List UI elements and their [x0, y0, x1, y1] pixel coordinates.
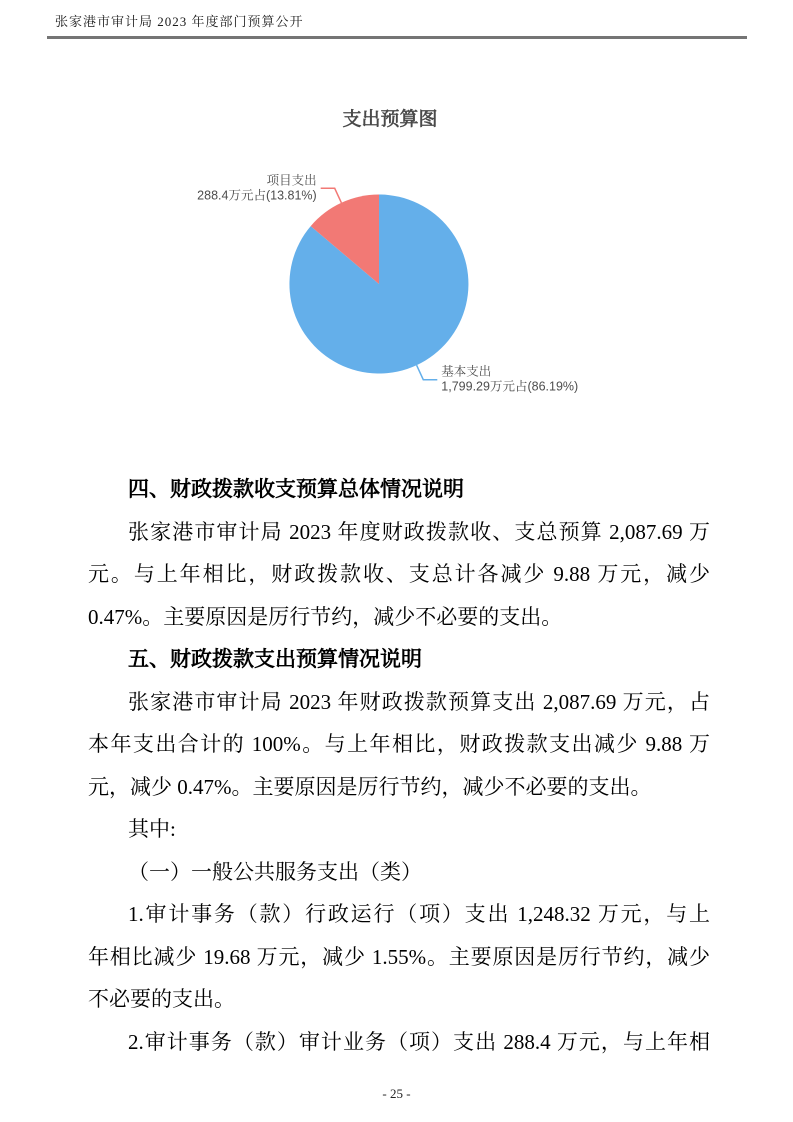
- text-line: 年相比减少 19.68 万元，减少 1.55%。主要原因是厉行节约，减少: [88, 944, 710, 969]
- label-leader-line: [417, 365, 438, 380]
- text-line: 元。与上年相比，财政拨款收、支总计各减少 9.88 万元，减少: [88, 562, 710, 586]
- document-header-title: 张家港市审计局 2023 年度部门预算公开: [55, 14, 304, 29]
- header-rule: [47, 36, 747, 39]
- slice-label: 基本支出: [441, 364, 492, 379]
- text-line: 不必要的支出。: [88, 987, 235, 1011]
- label-leader-line: [321, 188, 342, 203]
- text-line: （一）一般公共服务支出（类）: [128, 859, 422, 884]
- text-line: 张家港市审计局 2023 年财政拨款预算支出 2,087.69 万元，占: [128, 689, 710, 714]
- text-line: 2.审计事务（款）审计业务（项）支出 288.4 万元，与上年相: [128, 1029, 710, 1054]
- slice-label: 1,799.29万元占(86.19%): [441, 379, 579, 394]
- page-number: - 25 -: [382, 1086, 411, 1101]
- text-line: 0.47%。主要原因是厉行节约，减少不必要的支出。: [88, 604, 563, 629]
- text-line: 张家港市审计局 2023 年度财政拨款收、支总预算 2,087.69 万: [128, 519, 710, 544]
- section-heading: 五、财政拨款支出预算情况说明: [128, 647, 422, 671]
- text-line: 本年支出合计的 100%。与上年相比，财政拨款支出减少 9.88 万: [88, 732, 710, 756]
- text-line: 1.审计事务（款）行政运行（项）支出 1,248.32 万元，与上: [128, 902, 710, 926]
- pie-chart: [120, 150, 680, 410]
- section-heading: 四、财政拨款收支预算总体情况说明: [128, 477, 464, 501]
- chart-title: 支出预算图: [342, 109, 438, 130]
- document-body: [88, 468, 710, 1063]
- text-line: 元，减少 0.47%。主要原因是厉行节约，减少不必要的支出。: [88, 774, 652, 799]
- slice-label: 288.4万元占(13.81%): [197, 188, 317, 203]
- text-line: 其中:: [128, 817, 176, 841]
- slice-label: 项目支出: [266, 173, 317, 188]
